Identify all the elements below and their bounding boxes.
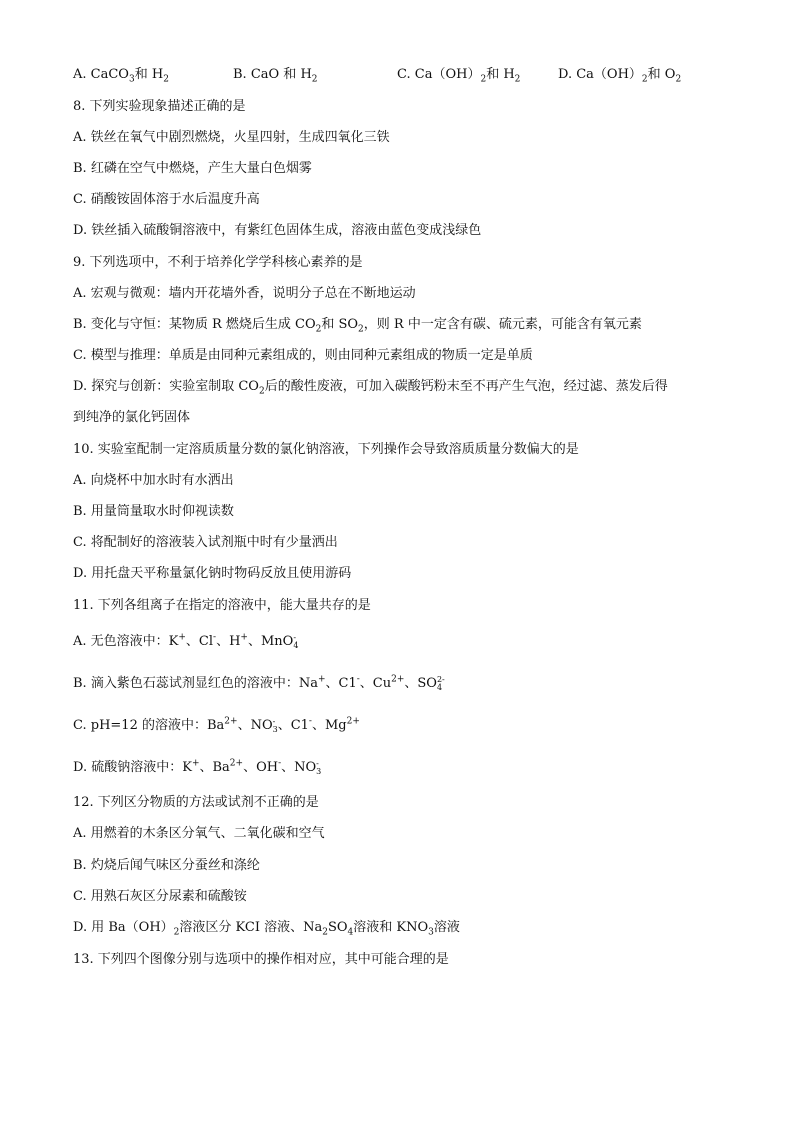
q11-option-d[interactable]: D. 硫酸钠溶液中：K+、$Ba^{2+}$、OH-、NO- 3	[73, 758, 322, 776]
q7-option-a[interactable]: A. CaCO$_3$和 $H_2$	[73, 67, 169, 85]
q11-option-b[interactable]: B. 滴入紫色石蕊试剂显红色的溶液中：Na+、C1-、$Cu^{2+}$、SO2- 4	[73, 674, 445, 692]
q7-option-d[interactable]: D. $Ca(OH)_2$和 $O_2$	[558, 67, 682, 85]
q7-option-b[interactable]: B. CaO 和 $H_2$	[233, 67, 318, 85]
q8-option-a[interactable]: A. 铁丝在氧气中剧烈燃烧，火星四射，生成四氧化三铁	[73, 130, 390, 145]
q12-option-a[interactable]: A. 用燃着的木条区分氧气、二氧化碳和空气	[73, 826, 325, 841]
q11-option-c[interactable]: C. pH=12 的溶液中：$Ba^{2+}$、NO- 3、C1-、$Mg^{2+}$	[73, 716, 360, 734]
q13-stem: 13. 下列四个图像分别与选项中的操作相对应，其中可能合理的是	[73, 952, 449, 967]
q8-option-b[interactable]: B. 红磷在空气中燃烧，产生大量白色烟雾	[73, 161, 312, 176]
q12-option-d[interactable]: D. 用 $Ba(OH)_2$溶液区分 KCI 溶液、$Na_2SO_4$溶液和 $KNO_3$溶液	[73, 920, 460, 938]
q8-option-d[interactable]: D. 铁丝插入硫酸铜溶液中，有紫红色固体生成，溶液由蓝色变成浅绿色	[73, 223, 482, 238]
q8-stem: 8. 下列实验现象描述正确的是	[73, 99, 246, 114]
q7-option-c[interactable]: C. $Ca(OH)_2$和 $H_2$	[397, 67, 521, 85]
q10-option-d[interactable]: D. 用托盘天平称量氯化钠时物码反放且使用游码	[73, 566, 352, 581]
q12-option-c[interactable]: C. 用熟石灰区分尿素和硫酸铵	[73, 889, 247, 904]
q10-option-a[interactable]: A. 向烧杯中加水时有水洒出	[73, 473, 234, 488]
q10-option-b[interactable]: B. 用量筒量取水时仰视读数	[73, 504, 234, 519]
q9-option-a[interactable]: A. 宏观与微观：墙内开花墙外香，说明分子总在不断地运动	[73, 286, 416, 301]
q12-option-b[interactable]: B. 灼烧后闻气味区分蚕丝和涤纶	[73, 858, 260, 873]
q10-option-c[interactable]: C. 将配制好的溶液装入试剂瓶中时有少量洒出	[73, 535, 338, 550]
q12-stem: 12. 下列区分物质的方法或试剂不正确的是	[73, 795, 319, 810]
q11-option-a[interactable]: A. 无色溶液中：K+、Cl-、H+、MnO- 4	[73, 632, 299, 650]
q9-option-b[interactable]: B. 变化与守恒：某物质 R 燃烧后生成 $CO_2$和 $SO_2$，则 R 中一定含有碳、硫元素，可能含有氧元素	[73, 317, 642, 335]
q11-stem: 11. 下列各组离子在指定的溶液中，能大量共存的是	[73, 598, 371, 613]
q10-stem: 10. 实验室配制一定溶质质量分数的氯化钠溶液，下列操作会导致溶质质量分数偏大的是	[73, 442, 579, 457]
q9-option-c[interactable]: C. 模型与推理：单质是由同种元素组成的，则由同种元素组成的物质一定是单质	[73, 348, 533, 363]
q9-stem: 9. 下列选项中，不利于培养化学学科核心素养的是	[73, 255, 363, 270]
q8-option-c[interactable]: C. 硝酸铵固体溶于水后温度升高	[73, 192, 260, 207]
q9-option-d-continued: 到纯净的氯化钙固体	[73, 410, 191, 425]
q9-option-d[interactable]: D. 探究与创新：实验室制取 $CO_2$后的酸性废液，可加入碳酸钙粉末至不再产生气泡，经过滤、蒸发后得	[73, 379, 668, 397]
